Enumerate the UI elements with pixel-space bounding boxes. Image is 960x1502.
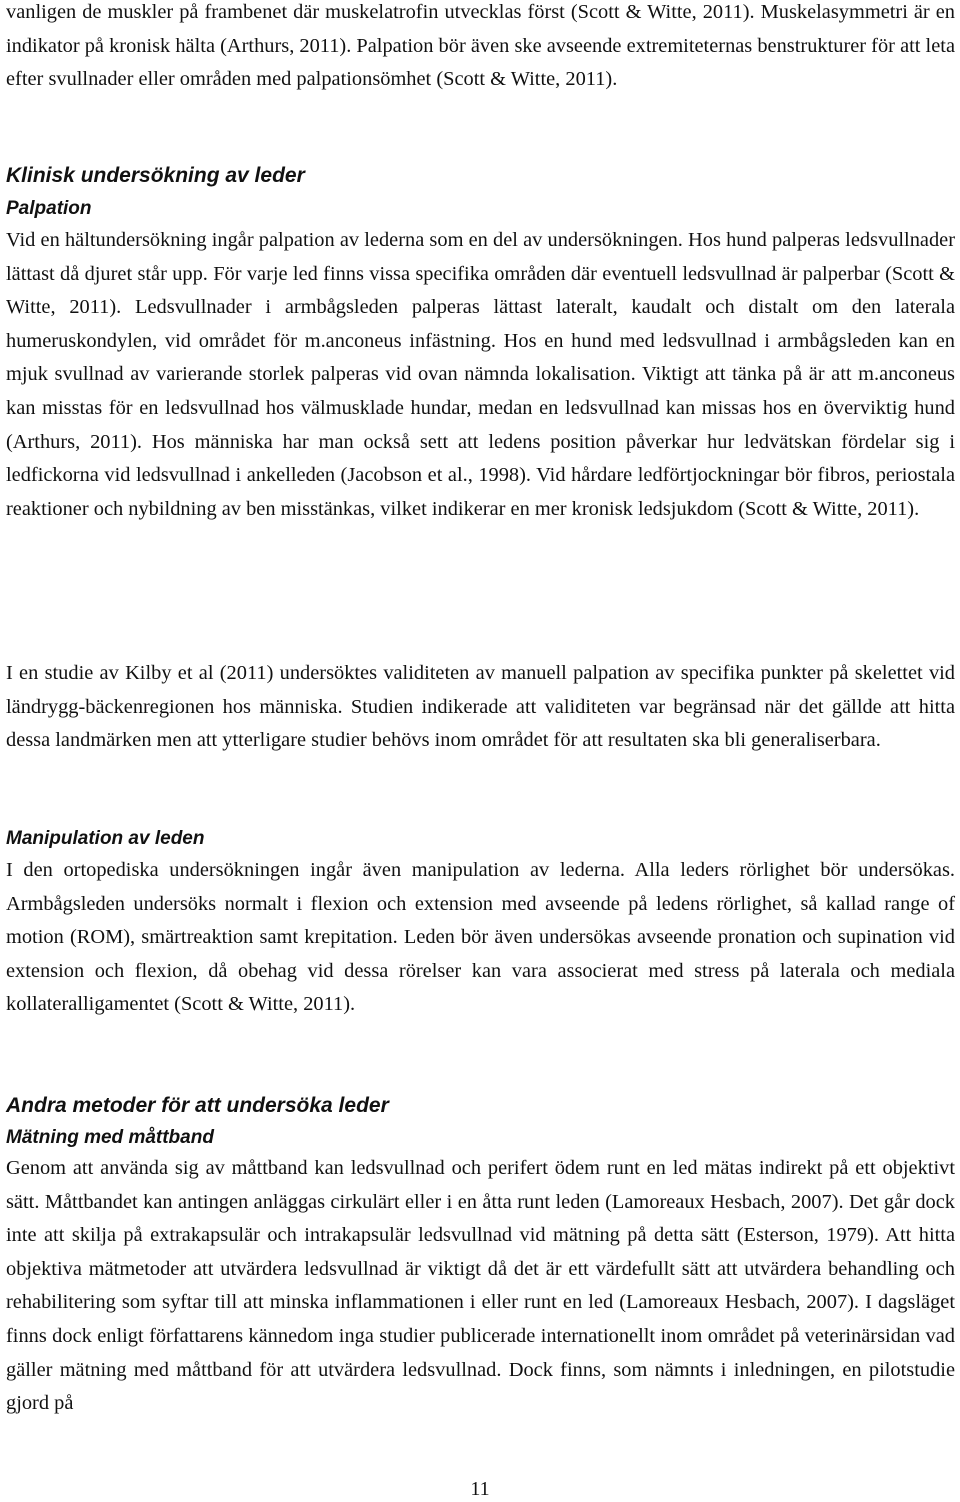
paragraph-intro: vanligen de muskler på frambenet där muskelatrofin utvecklas först (Scott & Witte, 2011). Muskelasymmetri är en indikator på kronisk hälta (Arthurs, 2011). Palpation bör även ske avseende extremiteternas benstrukturer för att leta efter svullnader eller områden med palpationsömhet (Scott & Witte, 2011).	[6, 1, 955, 91]
paragraph-matning: Genom att använda sig av måttband kan ledsvullnad och perifert ödem runt en led mätas indirekt på ett objektivt sätt. Måttbandet kan antingen anläggas cirkulärt eller i en åtta runt leden (Lamoreaux Hesbach, 2007). Det går dock inte att skilja på extrakapsulär och intrakapsulär ledsvullnad vid mätning på detta sätt (Esterson, 1979). Att hitta objektiva mätmetoder att utvärdera ledsvullnad är viktigt då det är ett värdefullt sätt att utvärdera behandling och rehabilitering som syftar till att minska inflammationen i eller runt en led (Lamoreaux Hesbach, 2007). I dagsläget finns dock enligt författarens kännedom inga studier publicerade internationellt inom området på veterinärsidan vad gäller mätning med måttband för att utvärdera ledsvullnad. Dock finns, som nämnts i inledningen, en pilotstudie gjord på	[6, 1157, 955, 1415]
heading-andra-metoder: Andra metoder för att undersöka leder	[6, 1094, 389, 1117]
subheading-manipulation: Manipulation av leden	[6, 828, 205, 849]
page-number: 11	[470, 1478, 490, 1500]
paragraph-kilby-study: I en studie av Kilby et al (2011) undersöktes validiteten av manuell palpation av specifika punkter på skelettet vid ländrygg-bäckenregionen hos människa. Studien indikerade att validiteten var begränsad när det gällde att hitta dessa landmärken men att ytterligare studier behövs inom området för att resultaten ska bli generaliserbara.	[6, 662, 955, 752]
paragraph-manipulation: I den ortopediska undersökningen ingår även manipulation av lederna. Alla leders rörlighet bör undersökas. Armbågsleden undersöks normalt i flexion och extension med avseende på ledens rörlighet, så kallad range of motion (ROM), smärtreaktion samt krepitation. Leden bör även undersökas avseende pronation och supination vid extension och flexion, då obehag vid dessa rörelser kan vara associerat med stress på laterala och mediala kollateralligamentet (Scott & Witte, 2011).	[6, 859, 955, 1016]
heading-klinisk-undersokning: Klinisk undersökning av leder	[6, 164, 305, 187]
paragraph-palpation: Vid en hältundersökning ingår palpation av lederna som en del av undersökningen. Hos hund palperas ledsvullnader lättast då djuret står upp. För varje led finns vissa specifika områden där eventuell ledsvullnad är palperbar (Scott & Witte, 2011). Ledsvullnader i armbågsleden palperas lättast lateralt, kaudalt och distalt om den laterala humeruskondylen, vid området för m.anconeus infästning. Hos en hund med ledsvullnad i armbågsleden kan en mjuk svullnad av varierande storlek palperas vid ovan nämnda lokalisation. Viktigt att tänka på är att m.anconeus kan misstas för en ledsvullnad hos välmusklade hundar, medan en ledsvullnad kan missas hos en överviktig hund (Arthurs, 2011). Hos människa har man också sett att ledens position påverkar hur ledvätskan fördelar sig i ledfickorna vid ledsvullnad i ankelleden (Jacobson et al., 1998). Vid hårdare ledförtjockningar bör fibros, periostala reaktioner och nybildning av ben misstänkas, vilket indikerar en mer kronisk ledsjukdom (Scott & Witte, 2011).	[6, 229, 955, 520]
subheading-palpation: Palpation	[6, 198, 92, 219]
subheading-matning: Mätning med måttband	[6, 1127, 214, 1148]
